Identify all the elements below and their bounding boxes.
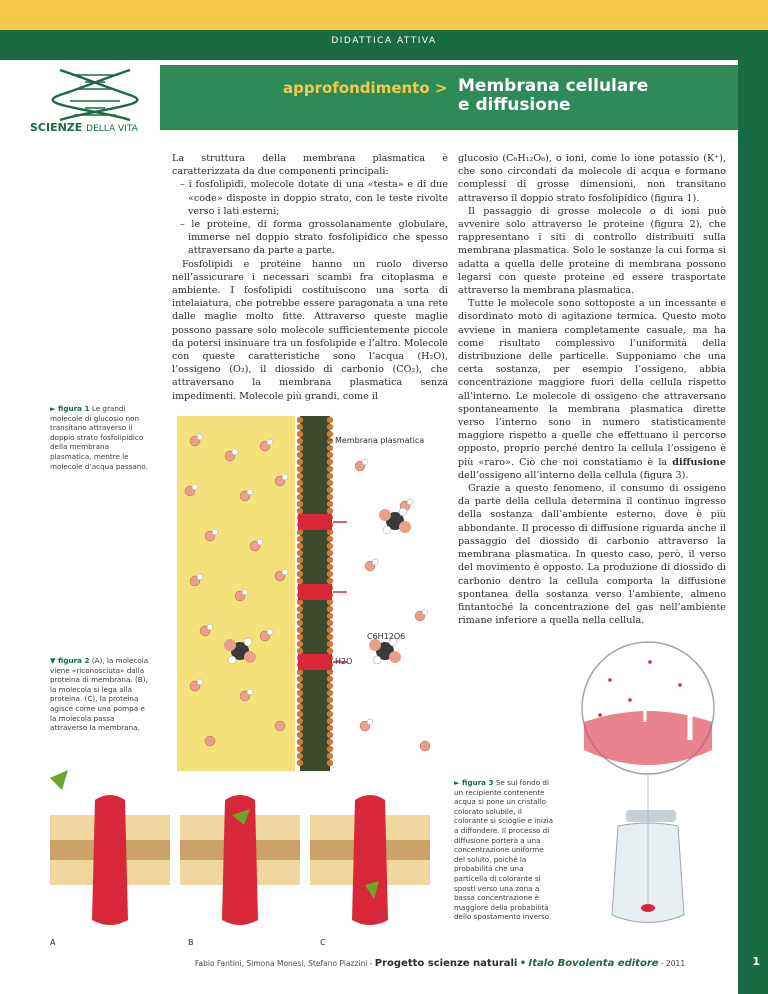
panel-b-label: B bbox=[188, 938, 194, 947]
footer-authors: Fabio Fantini, Simona Monesi, Stefano Piazzini - bbox=[194, 959, 373, 968]
caption-text: (A), la molecola viene «riconosciuta» dalla proteina di membrana. (B), la molecola si lega alla proteina. (C), la proteina agisce come una pompa e la molecola passa attraverso la membrana. bbox=[50, 656, 149, 733]
figure-3-diffusion-jar bbox=[560, 640, 736, 936]
phospholipid-head bbox=[297, 473, 303, 479]
phospholipid-head bbox=[327, 613, 333, 619]
phospholipid-head bbox=[297, 760, 303, 766]
phospholipid-head bbox=[297, 536, 303, 542]
phospholipid-head bbox=[327, 746, 333, 752]
phospholipid-head bbox=[297, 487, 303, 493]
dye-crystal bbox=[641, 904, 655, 912]
panel-c-label: C bbox=[320, 938, 326, 947]
phospholipid-head bbox=[327, 683, 333, 689]
logo-text: SCIENZE DELLA VITA bbox=[30, 121, 138, 134]
phospholipid-head bbox=[297, 627, 303, 633]
phospholipid-head bbox=[297, 417, 303, 423]
phospholipid-head bbox=[327, 466, 333, 472]
phospholipid-head bbox=[297, 501, 303, 507]
phospholipid-head bbox=[297, 564, 303, 570]
text-column-1 bbox=[172, 152, 448, 403]
paragraph bbox=[458, 297, 726, 482]
page-kicker: DIDATTICA ATTIVA bbox=[331, 36, 437, 46]
phospholipid-head bbox=[297, 620, 303, 626]
panel-b bbox=[180, 795, 300, 947]
page-number: 1 bbox=[752, 955, 760, 968]
panel-a-label: A bbox=[50, 938, 56, 947]
phospholipid-head bbox=[297, 697, 303, 703]
label-water: H2O bbox=[335, 657, 353, 666]
phospholipid-head bbox=[327, 473, 333, 479]
phospholipid-head bbox=[297, 550, 303, 556]
phospholipid-head bbox=[297, 648, 303, 654]
figure-1-caption bbox=[50, 404, 150, 471]
phospholipid-head bbox=[327, 627, 333, 633]
phospholipid-head bbox=[297, 690, 303, 696]
caption-label: ▼ figura 2 bbox=[50, 656, 90, 665]
phospholipid-head bbox=[327, 571, 333, 577]
panel-a bbox=[50, 770, 170, 947]
phospholipid-head bbox=[327, 494, 333, 500]
text-column-2 bbox=[458, 152, 726, 627]
phospholipid-head bbox=[297, 508, 303, 514]
phospholipid-head bbox=[297, 494, 303, 500]
phospholipid-head bbox=[327, 557, 333, 563]
page-title bbox=[458, 77, 728, 115]
phospholipid-head bbox=[297, 466, 303, 472]
phospholipid-head bbox=[327, 445, 333, 451]
phospholipid-head bbox=[327, 620, 333, 626]
phospholipid-head bbox=[327, 501, 333, 507]
bullet-item: – le proteine, di forma grossolanamente globulare, immerse nel doppio strato fosfolipidico che spesso attraversano da parte a parte. bbox=[180, 219, 448, 257]
label-glucose: C6H12O6 bbox=[367, 632, 406, 641]
footer bbox=[160, 958, 720, 969]
caption-text: Se sul fondo di un recipiente contenente acqua si pone un cristallo colorato solubile, il colorante si scioglie e inizia a diffondere. Il processo di diffusione porterà a una concentrazione uniforme del soluto, poiché la probabilità che una particella di colorante si sposti verso una zona a bassa concentrazione è maggiore della probabilità dello spostamento inverso. bbox=[454, 778, 553, 922]
bullet-item: – i fosfolipidi, molecole dotate di una «testa» e di due «code» disposte in doppio strato, con le teste rivolte verso i lati esterni; bbox=[180, 179, 448, 217]
phospholipid-head bbox=[327, 578, 333, 584]
phospholipid-head bbox=[327, 760, 333, 766]
phospholipid-head bbox=[297, 711, 303, 717]
phospholipid-head bbox=[327, 676, 333, 682]
phospholipid-head bbox=[327, 438, 333, 444]
phospholipid-head bbox=[297, 613, 303, 619]
right-edge-strip bbox=[738, 60, 768, 994]
phospholipid-head bbox=[297, 725, 303, 731]
phospholipid-head bbox=[327, 718, 333, 724]
phospholipid-head bbox=[327, 564, 333, 570]
phospholipid-head bbox=[327, 431, 333, 437]
phospholipid-head bbox=[327, 732, 333, 738]
paragraph-text: Tutte le molecole sono sottoposte a un incessante e disordinato moto di agitazione termica. Questo moto avviene in maniera completamente casuale, ma ha come risultato complessivo l’uniformità della distribuzione delle particelle. Supponiamo che una certa sostanza, per esempio l’ossigeno, abbia concentrazione maggiore fuori della cellula rispetto all’interno. Le molecole di ossigeno che attraversano spontaneamente la membrana plasmatica dirette verso l’interno sono in numero statisticamente maggiore rispetto a quelle che effettuano il percorso opposto, proprio perché dentro la cellula l’ossigeno è più «raro». Ciò che noi constatiamo è la bbox=[458, 298, 726, 468]
phospholipid-head bbox=[297, 452, 303, 458]
phospholipid-head bbox=[297, 480, 303, 486]
footer-bullet: • bbox=[519, 958, 527, 969]
figure-2-caption bbox=[50, 656, 150, 733]
footer-publisher: Italo Bovolenta editore bbox=[528, 958, 659, 969]
paragraph: Il passaggio di grosse molecole o di ioni può avvenire solo attraverso le proteine (figura 2), che rappresentano i siti di controllo distribuiti sulla membrana plasmatica. Solo le sostanze la cui forma si adatta a quella delle proteine di membrana possono legarsi con queste proteine ed essere trasportate attraverso la membrana plasmatica. bbox=[458, 205, 726, 297]
phospholipid-head bbox=[297, 683, 303, 689]
phospholipid-head bbox=[297, 606, 303, 612]
paragraph: glucosio (C₆H₁₂O₆), o ioni, come lo ione potassio (K⁺), che sono circondati da molecole di acqua e formano complessi di grosse dimensioni, non transitano attraverso il doppio strato fosfolipidico (figura 1). bbox=[458, 153, 726, 204]
footer-year: - 2011 bbox=[660, 959, 686, 968]
phospholipid-head bbox=[297, 753, 303, 759]
phospholipid-head bbox=[297, 641, 303, 647]
phospholipid-head bbox=[297, 557, 303, 563]
phospholipid-head bbox=[327, 480, 333, 486]
phospholipid-head bbox=[297, 445, 303, 451]
paragraph: Fosfolipidi e proteine hanno un ruolo diverso nell’assicurare i necessari scambi fra citoplasma e ambiente. I fosfolipidi costituiscono una sorta di intelaiatura, che potrebbe essere paragonata a una rete dalle maglie molto fitte. Attraverso queste maglie possono passare solo molecole sufficientemente piccole da potersi insinuare tra un fosfolipide e l’altro. Molecole con queste caratteristiche sono l’acqua (H₂O), l’ossigeno (O₂), il diossido di carbonio (CO₂), che attraversano la membrana plasmatica senza impedimenti. Molecole più grandi, come il bbox=[172, 258, 448, 402]
phospholipid-head bbox=[327, 459, 333, 465]
phospholipid-head bbox=[297, 424, 303, 430]
phospholipid-head bbox=[327, 424, 333, 430]
keyword-diffusione: diffusione bbox=[672, 456, 726, 468]
phospholipid-head bbox=[297, 459, 303, 465]
phospholipid-head bbox=[327, 648, 333, 654]
footer-book: Progetto scienze naturali bbox=[374, 958, 518, 969]
phospholipid-head bbox=[297, 739, 303, 745]
phospholipid-head bbox=[297, 543, 303, 549]
phospholipid-head bbox=[297, 438, 303, 444]
phospholipid-head bbox=[327, 543, 333, 549]
phospholipid-head bbox=[327, 753, 333, 759]
phospholipid-head bbox=[297, 732, 303, 738]
figure-2-protein-panels bbox=[40, 770, 440, 948]
caption-text: Le grandi molecole di glucosio non transitano attraverso il doppio strato fosfolipidico della membrana plasmatica, mentre le molecole d’acqua passano. bbox=[50, 404, 148, 471]
phospholipid-head bbox=[327, 487, 333, 493]
figure-1-membrane-illustration bbox=[155, 396, 455, 774]
phospholipid-head bbox=[327, 725, 333, 731]
label-membrane: Membrana plasmatica bbox=[335, 436, 425, 445]
phospholipid-head bbox=[327, 452, 333, 458]
phospholipid-head bbox=[297, 676, 303, 682]
paragraph: Grazie a questo fenomeno, il consumo di ossigeno da parte della cellula determina il continuo ingresso della sostanza dall’ambiente esterno, dove è più abbondante. Il processo di diffusione riguarda anche il passaggio del diossido di carbonio attraverso la membrana plasmatica. In questo caso, però, il verso del movimento è opposto. La produzione di diossido di carbonio dentro la cellula comporta la diffusione spontanea della sostanza verso l’ambiente, almeno fintantoché la concentrazione del gas nell’ambiente rimane inferiore a quella nella cellula. bbox=[458, 483, 726, 627]
phospholipid-head bbox=[327, 606, 333, 612]
phospholipid-head bbox=[297, 571, 303, 577]
phospholipid-head bbox=[297, 718, 303, 724]
section-label: approfondimento > bbox=[283, 79, 448, 97]
phospholipid-head bbox=[327, 690, 333, 696]
phospholipid-head bbox=[327, 536, 333, 542]
caption-label: ► figura 1 bbox=[50, 404, 90, 413]
phospholipid-head bbox=[327, 704, 333, 710]
phospholipid-head bbox=[327, 417, 333, 423]
phospholipid-head bbox=[297, 578, 303, 584]
phospholipid-head bbox=[297, 704, 303, 710]
caption-label: ► figura 3 bbox=[454, 778, 494, 787]
phospholipid-head bbox=[327, 634, 333, 640]
phospholipid-head bbox=[297, 746, 303, 752]
phospholipid-head bbox=[327, 641, 333, 647]
phospholipid-head bbox=[327, 550, 333, 556]
phospholipid-head bbox=[327, 711, 333, 717]
panel-c bbox=[310, 795, 430, 947]
paragraph-text: dell’ossigeno all’interno della cellula (figura 3). bbox=[458, 469, 689, 481]
phospholipid-head bbox=[327, 739, 333, 745]
phospholipid-head bbox=[297, 634, 303, 640]
phospholipid-head bbox=[297, 431, 303, 437]
phospholipid-head bbox=[327, 697, 333, 703]
phospholipid-head bbox=[327, 508, 333, 514]
title-line-1: Membrana cellulare bbox=[458, 76, 649, 96]
title-line-2: e diffusione bbox=[458, 95, 571, 115]
paragraph: La struttura della membrana plasmatica è caratterizzata da due componenti principali: bbox=[172, 153, 448, 178]
figure-3-caption bbox=[454, 778, 554, 922]
